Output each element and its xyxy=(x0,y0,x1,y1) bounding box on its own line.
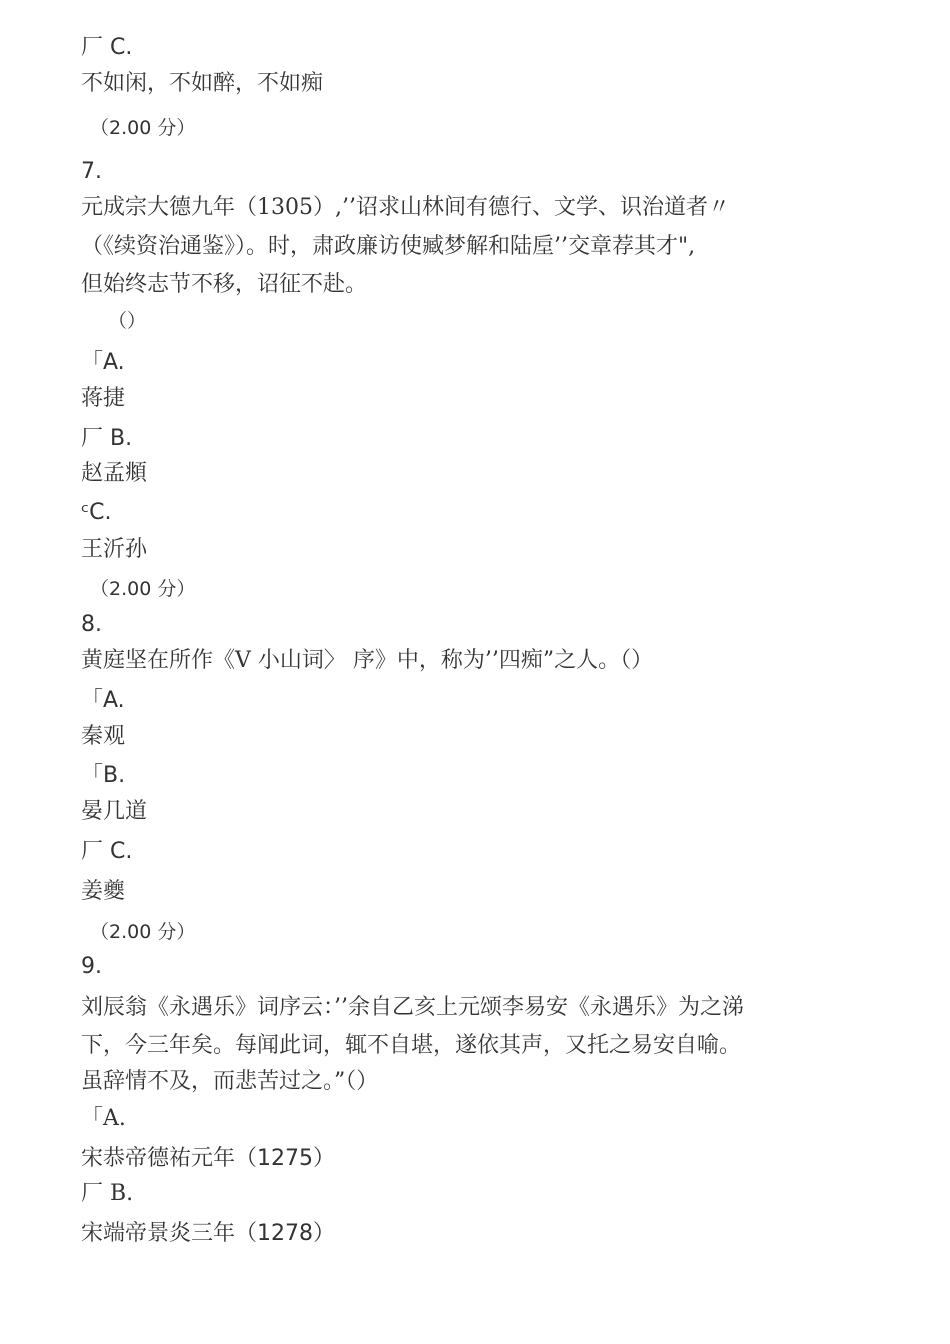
score-label: （2.00 分） xyxy=(90,117,196,139)
option-c-label: 厂 C. xyxy=(81,35,133,60)
option-a-label[interactable]: 「A. xyxy=(81,688,125,713)
option-a-text: 厂 B. xyxy=(81,1181,134,1206)
option-c-label[interactable]: ᶜC. xyxy=(81,500,112,525)
option-b-text: 赵孟頫 xyxy=(81,461,148,486)
option-c-text: 王沂孙 xyxy=(81,537,148,562)
option-b-label[interactable]: 宋端帝景炎三年（1278） xyxy=(81,1221,335,1246)
option-b-label[interactable]: 「B. xyxy=(81,763,126,788)
option-c-label[interactable]: 厂 C. xyxy=(81,839,133,864)
answer-paren: （） xyxy=(108,310,147,332)
option-a-text: 蒋捷 xyxy=(81,386,126,411)
question-text: 但始终志节不移，诏征不赴。 xyxy=(81,272,368,297)
score-label: （2.00 分） xyxy=(90,921,196,943)
option-c-text: 姜夔 xyxy=(81,879,126,904)
option-a-label[interactable]: 「A. xyxy=(81,350,125,375)
score-label: （2.00 分） xyxy=(90,578,196,600)
question-text: 「A. xyxy=(81,1106,126,1131)
question-number: 8. xyxy=(81,612,102,637)
option-c-text: 不如闲，不如醉，不如痴 xyxy=(81,71,324,96)
question-number: 7. xyxy=(81,159,102,184)
option-a-label[interactable]: 宋恭帝德祐元年（1275） xyxy=(81,1146,335,1171)
question-number: 9. xyxy=(81,954,102,979)
option-b-label[interactable]: 厂 B. xyxy=(81,426,133,451)
question-text: （《续资治通鉴》）。时，肃政廉访使臧梦解和陆垕’’交章荐其才", xyxy=(81,234,696,259)
option-a-text: 秦观 xyxy=(81,724,126,749)
question-text: 虽辞情不及，而悲苦过之。”（） xyxy=(81,1069,379,1094)
question-text: 下，今三年矣。每闻此词，辄不自堪，遂依其声，又托之易安自喻。 xyxy=(81,1033,742,1058)
option-b-text: 晏几道 xyxy=(81,799,148,824)
question-text: 元成宗大德九年（1305）,’’诏求山林间有德行、文学、识治道者〃 xyxy=(81,195,730,220)
question-text: 黄庭坚在所作《V 小山词〉 序》中，称为’’四痴”之人。（） xyxy=(81,648,654,673)
question-text: 刘辰翁《永遇乐》词序云：’’余自乙亥上元颂李易安《永遇乐》为之涕 xyxy=(81,995,744,1020)
